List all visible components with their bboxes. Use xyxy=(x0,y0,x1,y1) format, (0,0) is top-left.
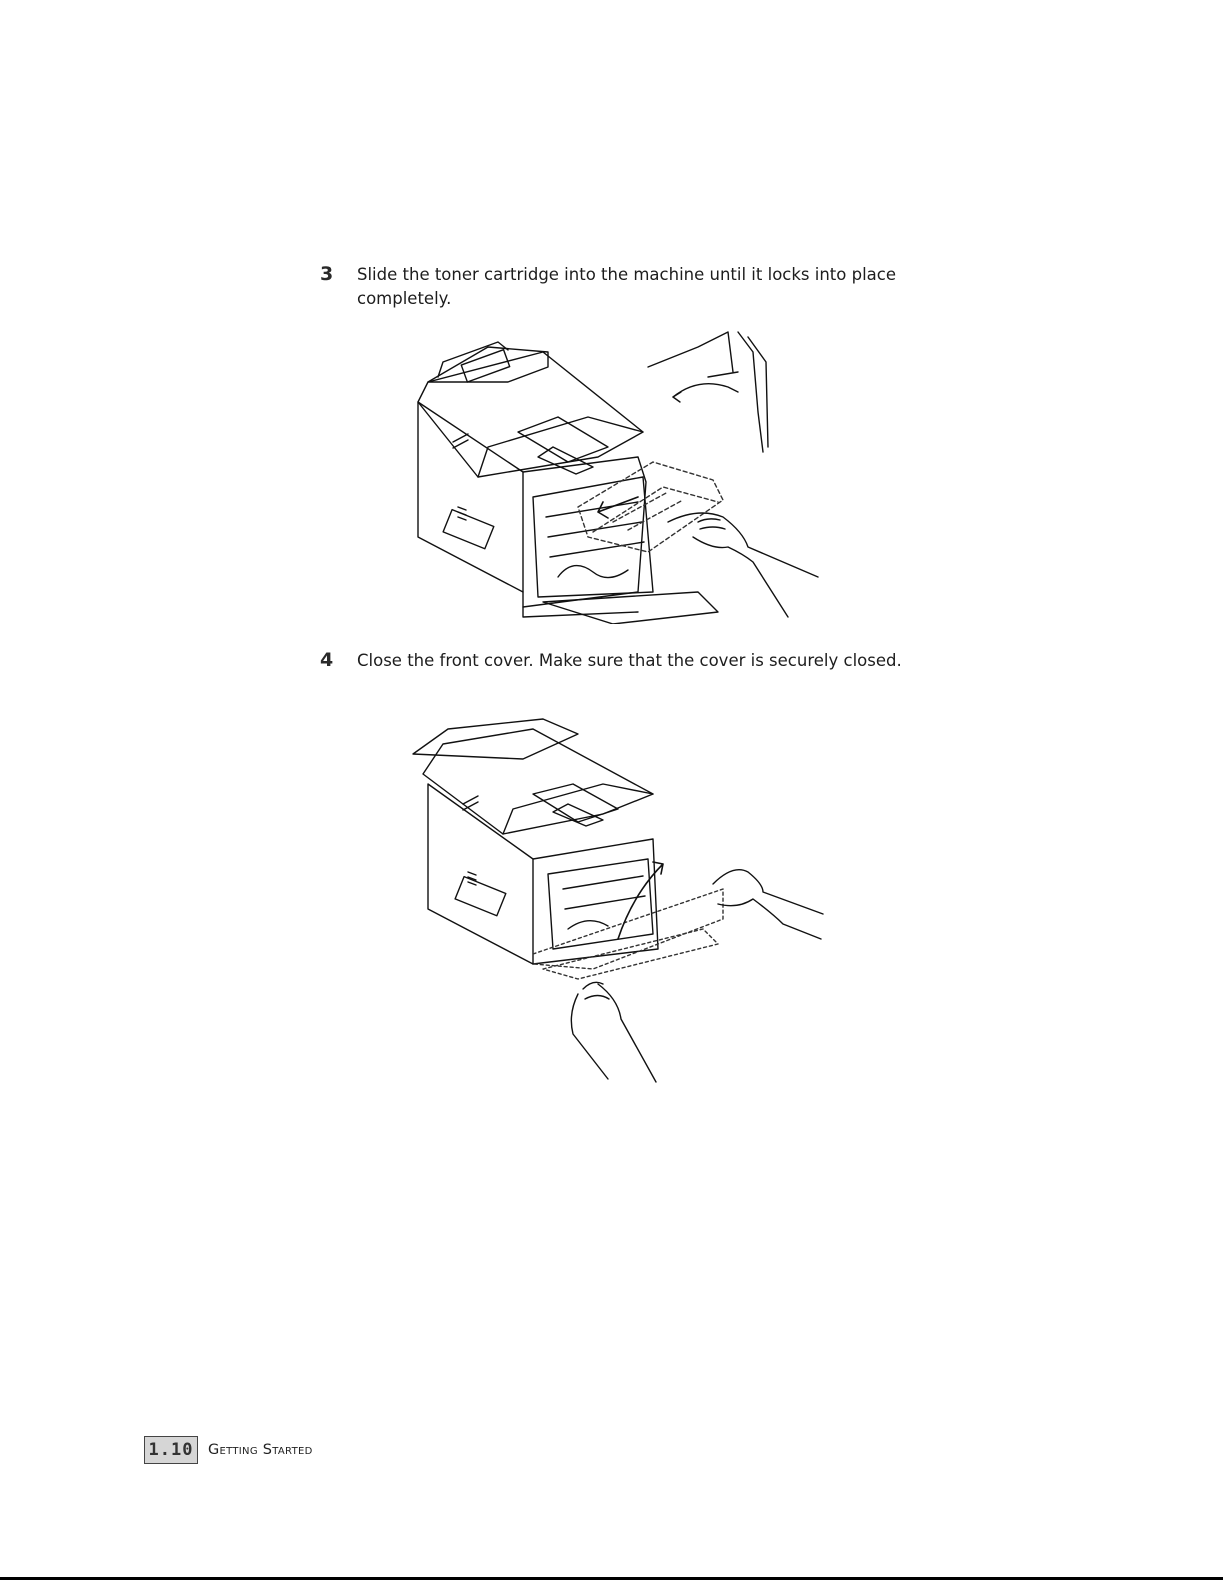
step-instruction: Close the front cover. Make sure that the cover is securely closed. xyxy=(357,651,902,670)
printer-close-cover-illustration xyxy=(403,714,833,1084)
printer-insert-toner-illustration xyxy=(398,322,838,624)
section-title: Getting Started xyxy=(208,1442,313,1458)
step-instruction: Slide the toner cartridge into the machine until it locks into place completely. xyxy=(357,265,896,308)
page-number-badge: 1.10 xyxy=(144,1436,198,1464)
step-number: 4 xyxy=(320,649,334,671)
bottom-rule xyxy=(0,1577,1223,1580)
step-number: 3 xyxy=(320,263,334,285)
page-footer xyxy=(144,1436,313,1464)
